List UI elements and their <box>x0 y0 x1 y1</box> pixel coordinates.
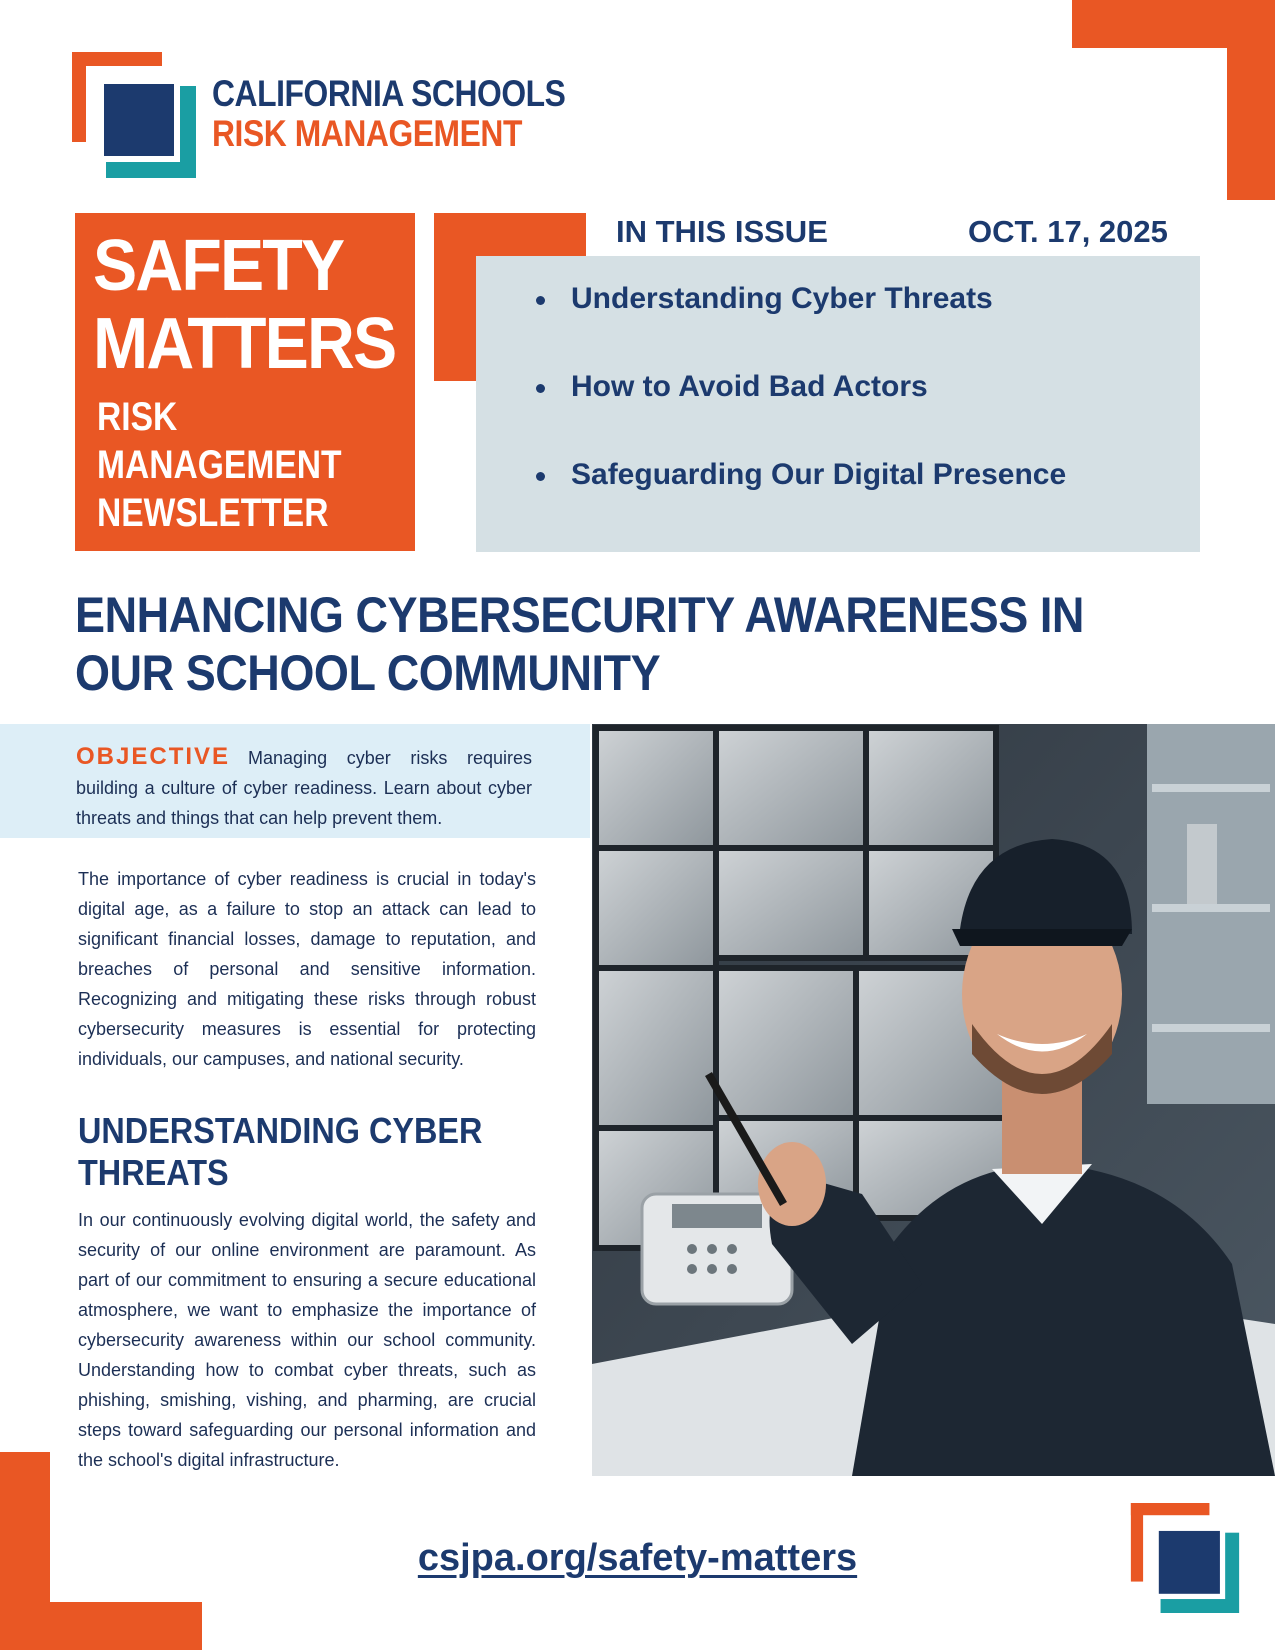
masthead-subtitle <box>97 393 342 537</box>
issue-heading: IN THIS ISSUE <box>616 214 828 249</box>
footer-url <box>0 1537 1275 1580</box>
bullet-icon <box>536 296 545 305</box>
logo-line-2: RISK MANAGEMENT <box>212 113 522 154</box>
masthead-title-line-2: MATTERS <box>93 304 396 384</box>
issue-item-label: Safeguarding Our Digital Presence <box>571 458 1067 491</box>
section-heading-line-1: UNDERSTANDING CYBER <box>78 1110 483 1151</box>
issue-item-label: How to Avoid Bad Actors <box>571 370 928 403</box>
issue-item-label: Understanding Cyber Threats <box>571 282 993 315</box>
bullet-icon <box>536 472 545 481</box>
masthead-title-line-1: SAFETY <box>93 226 344 306</box>
article-headline: ENHANCING CYBERSECURITY AWARENESS IN OUR SCHOOL COMMUNITY <box>75 587 1084 701</box>
logo-line-1: CALIFORNIA SCHOOLS <box>212 73 566 114</box>
csrm-square-logo-icon <box>72 52 196 178</box>
masthead-box <box>75 213 415 551</box>
intro-paragraph: The importance of cyber readiness is crucial in today's digital age, as a failure to stop an attack can lead to significant financial losses, damage to reputation, and breaches of personal and sensitive information. Recognizing and mitigating these risks through robust cybersecurity measures is essential for protecting individuals, our campuses, and national security. <box>78 869 536 1069</box>
masthead-title <box>93 227 395 383</box>
issue-date: OCT. 17, 2025 <box>968 214 1168 249</box>
bullet-icon <box>536 384 545 393</box>
issue-item <box>536 282 1066 370</box>
issue-list <box>536 282 1066 546</box>
logo-wordmark <box>212 74 623 154</box>
section-heading-line-2: THREATS <box>78 1152 229 1193</box>
objective-text: Managing cyber risks requires building a culture of cyber readiness. Learn about cyber threats and things that can help prevent them. <box>76 748 532 828</box>
section-heading <box>78 1110 501 1194</box>
corner-bar-top-right-vertical <box>1227 0 1275 200</box>
issue-accent-bar-vertical <box>434 213 478 381</box>
issue-item <box>536 370 1066 458</box>
footer-url-link[interactable]: csjpa.org/safety-matters <box>417 1537 858 1579</box>
section-paragraph: In our continuously evolving digital world, the safety and security of our online environment are paramount. As part of our commitment to ensuring a secure educational atmosphere, we want to emphasize the importance of cybersecurity awareness within our school community. Understanding how to combat cyber threats, such as phishing, smishing, vishing, and pharming, are crucial steps toward safeguarding our personal information and the school's digital infrastructure. <box>78 1210 536 1470</box>
masthead-subtitle-line-3: NEWSLETTER <box>97 491 329 535</box>
masthead-subtitle-line-2: MANAGEMENT <box>97 443 342 487</box>
security-guard-illustration <box>592 724 1275 1476</box>
masthead-subtitle-line-1: RISK <box>97 395 178 439</box>
issue-item <box>536 458 1066 546</box>
objective-label: OBJECTIVE <box>76 743 231 770</box>
corner-bar-bottom-left-horizontal <box>0 1602 202 1650</box>
objective-paragraph <box>76 742 532 833</box>
issue-panel <box>476 256 1200 552</box>
security-guard-photo <box>592 724 1275 1476</box>
